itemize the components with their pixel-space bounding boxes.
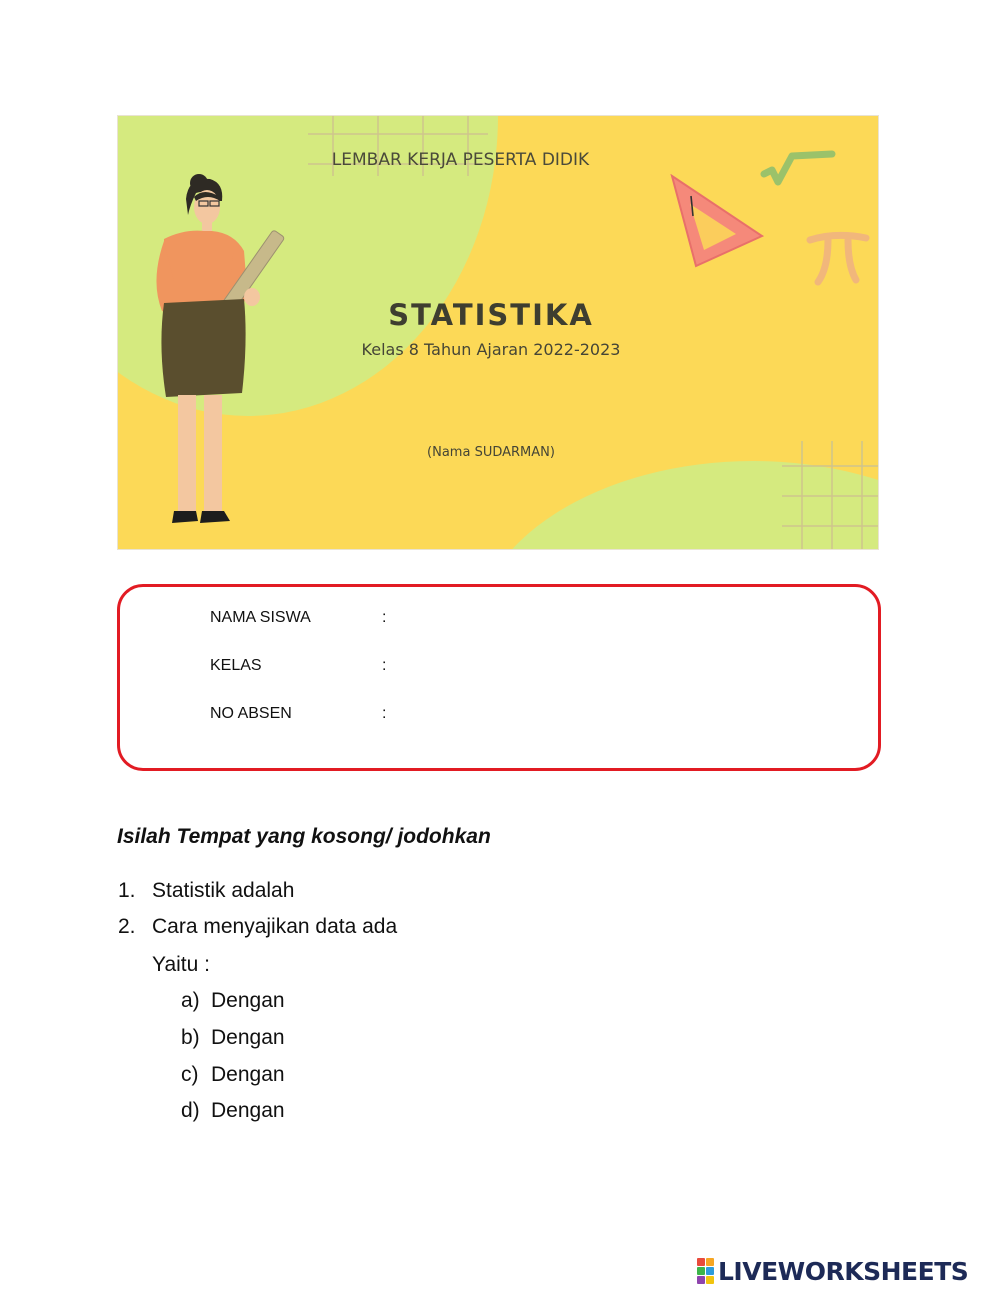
- sub-item-text: Dengan: [211, 1099, 285, 1122]
- teacher-illustration: [144, 171, 294, 531]
- cover-banner: [117, 115, 879, 550]
- sub-item: [181, 1099, 285, 1123]
- sub-item: [181, 1063, 285, 1087]
- field-label: KELAS: [210, 657, 262, 674]
- field-separator: :: [382, 657, 387, 674]
- square-root-icon: [758, 148, 838, 188]
- liveworksheets-logo-icon: [697, 1258, 714, 1284]
- field-separator: :: [382, 705, 387, 722]
- question-number: 1.: [118, 879, 136, 902]
- question-item: [118, 915, 397, 939]
- author-name: (Nama SUDARMAN): [427, 445, 555, 460]
- student-info-box: [117, 584, 881, 771]
- student-name-row[interactable]: [210, 609, 386, 627]
- class-row[interactable]: [210, 657, 386, 675]
- question-item: [118, 879, 294, 903]
- field-label: NAMA SISWA: [210, 609, 311, 626]
- field-label: NO ABSEN: [210, 705, 292, 722]
- question-text: Cara menyajikan data ada: [152, 915, 398, 938]
- class-year-subtitle: Kelas 8 Tahun Ajaran 2022-2023: [361, 340, 621, 359]
- question-number: 2.: [118, 915, 136, 938]
- sub-item-letter: d): [181, 1099, 200, 1122]
- sub-item: [181, 989, 285, 1013]
- sub-item: [181, 1026, 285, 1050]
- attendance-number-row[interactable]: [210, 705, 386, 723]
- grid-decoration: [782, 441, 879, 550]
- sub-item-letter: b): [181, 1026, 200, 1049]
- field-separator: :: [382, 609, 387, 626]
- sub-item-text: Dengan: [211, 989, 285, 1012]
- sub-item-text: Dengan: [211, 1026, 285, 1049]
- worksheet-header: LEMBAR KERJA PESERTA DIDIK: [331, 150, 590, 170]
- liveworksheets-logo[interactable]: [697, 1256, 968, 1286]
- sub-item-letter: c): [181, 1063, 199, 1086]
- page-title: STATISTIKA: [388, 298, 594, 332]
- pi-icon: [806, 228, 870, 288]
- logo-text: LIVEWORKSHEETS: [718, 1256, 969, 1286]
- question-continuation: Yaitu :: [152, 953, 210, 976]
- question-text: Statistik adalah: [152, 879, 295, 902]
- triangle-ruler-icon: [666, 174, 766, 274]
- instruction-heading: Isilah Tempat yang kosong/ jodohkan: [117, 825, 491, 848]
- sub-item-letter: a): [181, 989, 200, 1012]
- sub-item-text: Dengan: [211, 1063, 285, 1086]
